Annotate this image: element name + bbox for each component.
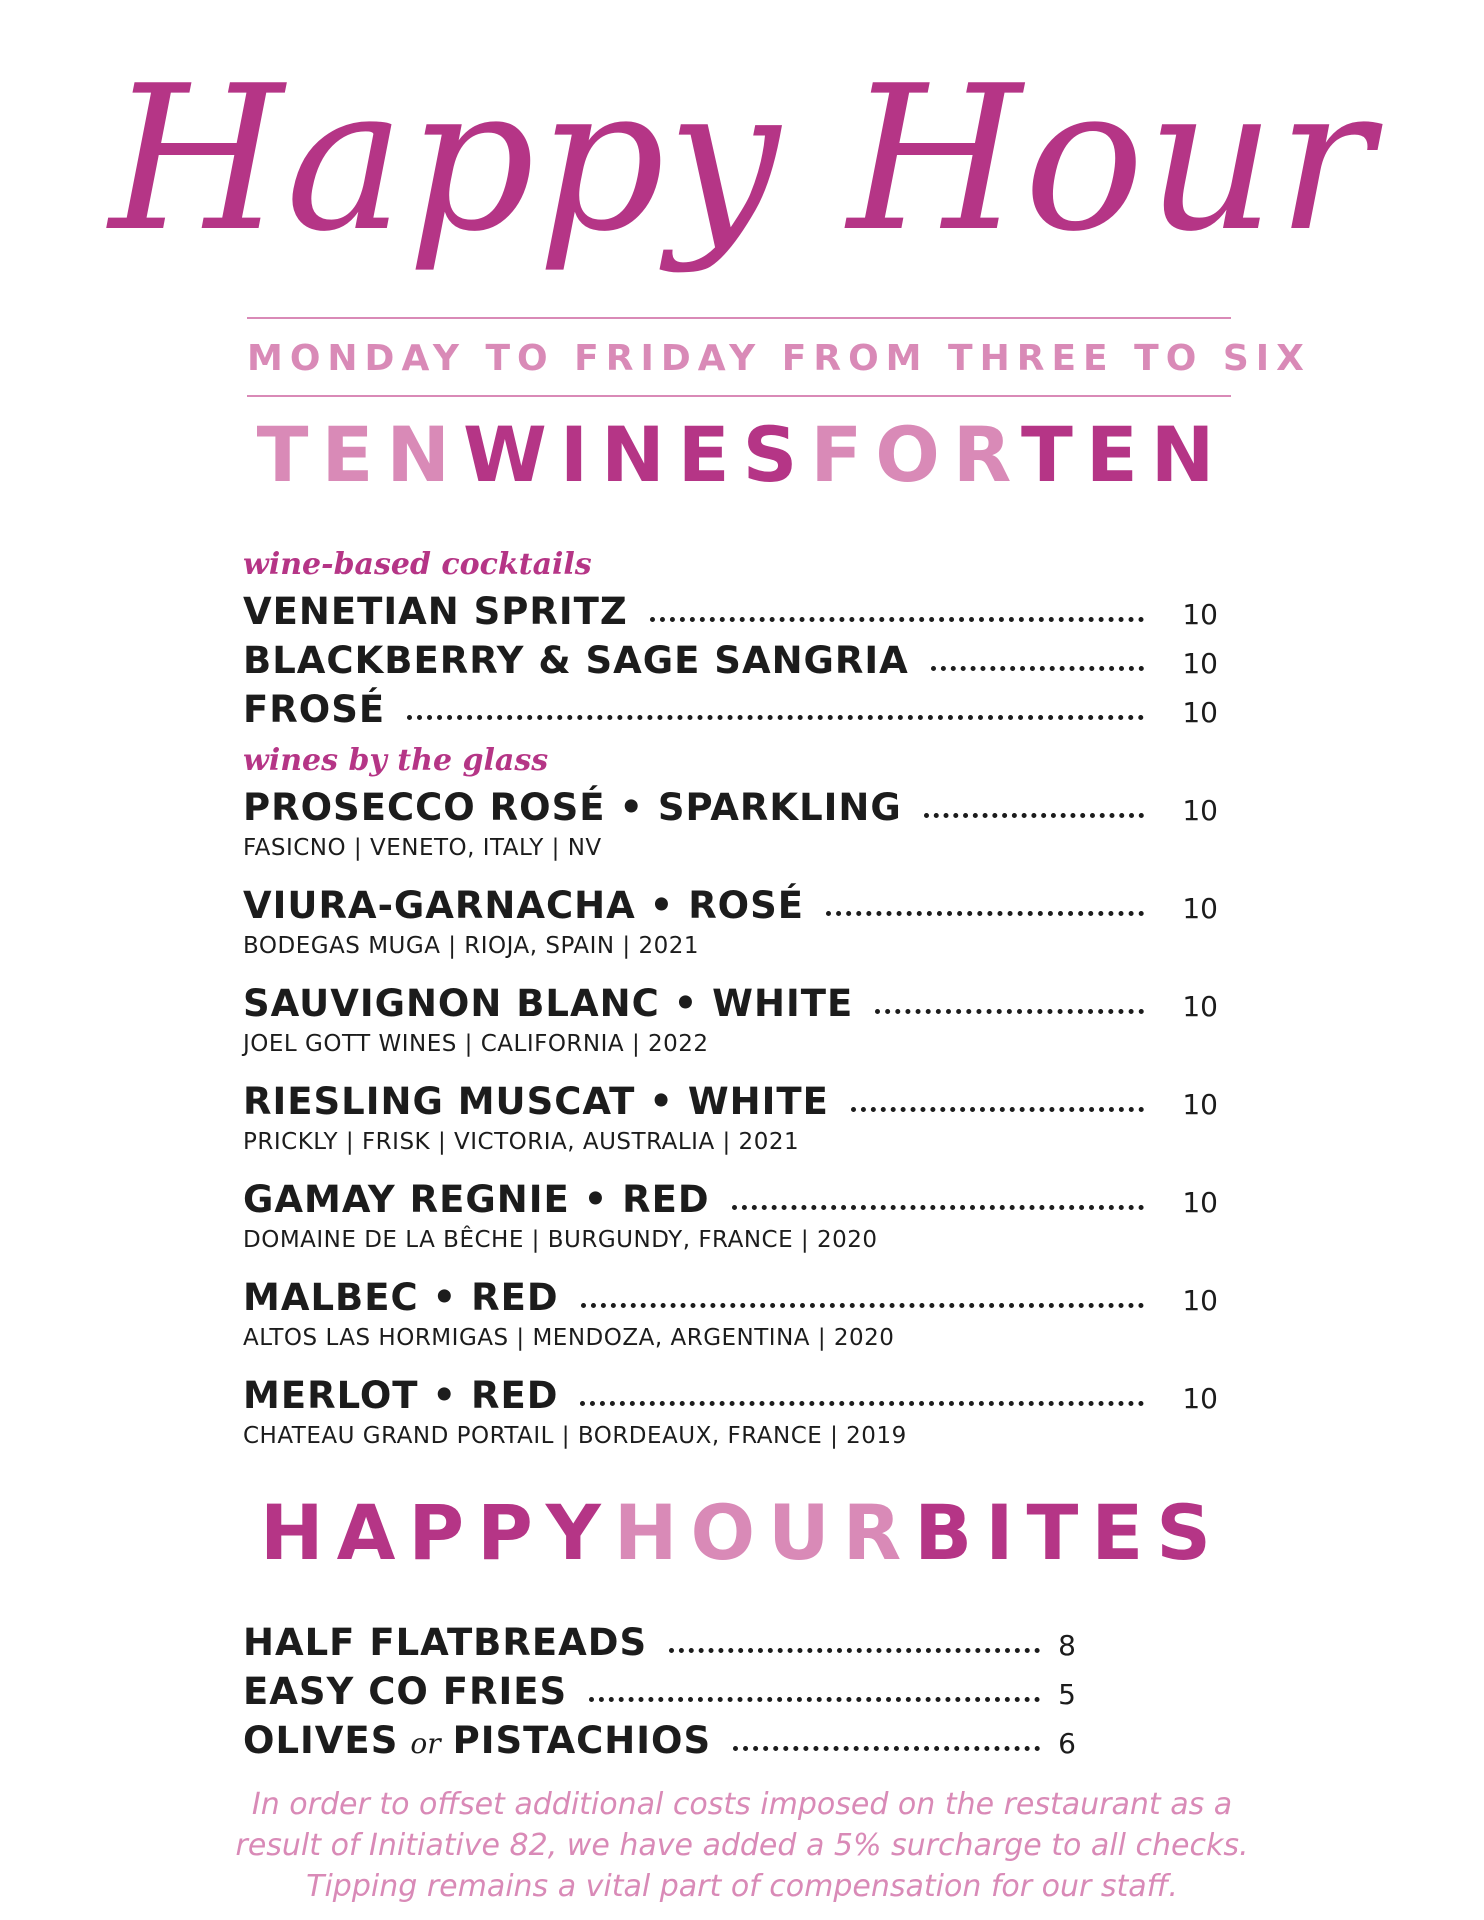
item-price: 5 bbox=[1058, 1678, 1076, 1711]
item-price: 6 bbox=[1058, 1727, 1076, 1760]
dot-leader bbox=[669, 1648, 1040, 1653]
surcharge-note bbox=[0, 1784, 1484, 1907]
item-price: 10 bbox=[1182, 598, 1218, 631]
dot-leader bbox=[875, 1009, 1144, 1014]
dot-leader bbox=[407, 715, 1144, 720]
item-price: 8 bbox=[1058, 1629, 1076, 1662]
item-name: SAUVIGNON BLANC • WHITE bbox=[243, 982, 854, 1025]
menu-item bbox=[243, 786, 1218, 834]
item-name: RIESLING MUSCAT • WHITE bbox=[243, 1080, 829, 1123]
bites-item bbox=[243, 1719, 1076, 1767]
bites-banner bbox=[0, 1488, 1484, 1578]
dot-leader bbox=[931, 666, 1144, 671]
bites-banner-part1: HAPPY bbox=[259, 1488, 614, 1577]
item-name: HALF FLATBREADS bbox=[243, 1621, 648, 1664]
item-name: FROSÉ bbox=[243, 688, 386, 731]
menu-item bbox=[243, 1276, 1218, 1324]
menu-item bbox=[243, 884, 1218, 932]
menu-item bbox=[243, 1080, 1218, 1128]
item-price: 10 bbox=[1182, 647, 1218, 680]
menu-title: Happy Hour bbox=[109, 43, 1375, 276]
dot-leader bbox=[650, 617, 1144, 622]
item-detail: CHATEAU GRAND PORTAIL | BORDEAUX, FRANCE | 2019 bbox=[243, 1423, 907, 1449]
bites-banner-part3: BITES bbox=[914, 1488, 1224, 1577]
wines-heading: wines by the glass bbox=[243, 743, 549, 778]
dot-leader bbox=[581, 1303, 1144, 1308]
note-line: In order to offset additional costs imposed on the restaurant as a bbox=[251, 1787, 1233, 1822]
top-divider bbox=[247, 317, 1231, 319]
item-price: 10 bbox=[1182, 892, 1218, 925]
item-name: VENETIAN SPRITZ bbox=[243, 590, 628, 633]
menu-item bbox=[243, 1374, 1218, 1422]
item-price: 10 bbox=[1182, 794, 1218, 827]
item-detail: ALTOS LAS HORMIGAS | MENDOZA, ARGENTINA | 2020 bbox=[243, 1325, 895, 1351]
dot-leader bbox=[851, 1107, 1144, 1112]
cocktails-heading: wine-based cocktails bbox=[243, 547, 592, 582]
item-name: MALBEC • RED bbox=[243, 1276, 559, 1319]
wines-banner-part4: TEN bbox=[1021, 410, 1228, 499]
menu-item bbox=[243, 982, 1218, 1030]
item-price: 10 bbox=[1182, 1186, 1218, 1219]
dot-leader bbox=[589, 1697, 1040, 1702]
bites-item bbox=[243, 1621, 1076, 1669]
item-connector: or bbox=[410, 1727, 441, 1760]
bites-item bbox=[243, 1670, 1076, 1718]
note-line: Tipping remains a vital part of compensation for our staff. bbox=[306, 1869, 1178, 1904]
item-price: 10 bbox=[1182, 1088, 1218, 1121]
item-detail: BODEGAS MUGA | RIOJA, SPAIN | 2021 bbox=[243, 933, 700, 959]
item-name-alt: PISTACHIOS bbox=[452, 1719, 712, 1762]
wines-banner bbox=[0, 410, 1484, 500]
item-detail: FASICNO | VENETO, ITALY | NV bbox=[243, 835, 602, 861]
item-name: MERLOT • RED bbox=[243, 1374, 559, 1417]
bottom-divider bbox=[247, 395, 1231, 397]
item-name: OLIVES bbox=[243, 1719, 399, 1762]
item-price: 10 bbox=[1182, 1382, 1218, 1415]
dot-leader bbox=[732, 1205, 1144, 1210]
item-name: BLACKBERRY & SAGE SANGRIA bbox=[243, 639, 909, 682]
item-price: 10 bbox=[1182, 990, 1218, 1023]
menu-item bbox=[243, 639, 1218, 687]
item-price: 10 bbox=[1182, 1284, 1218, 1317]
menu-item bbox=[243, 590, 1218, 638]
schedule-subtitle: MONDAY TO FRIDAY FROM THREE TO SIX bbox=[247, 338, 1311, 379]
dot-leader bbox=[826, 911, 1144, 916]
wines-banner-part2: WINES bbox=[462, 410, 811, 499]
dot-leader bbox=[580, 1401, 1144, 1406]
item-detail: JOEL GOTT WINES | CALIFORNIA | 2022 bbox=[243, 1031, 709, 1057]
wines-banner-part1: TEN bbox=[256, 410, 463, 499]
dot-leader bbox=[733, 1746, 1040, 1751]
wines-banner-part3: FOR bbox=[810, 410, 1021, 499]
item-detail: DOMAINE DE LA BÊCHE | BURGUNDY, FRANCE | 2020 bbox=[243, 1227, 878, 1253]
item-name: GAMAY REGNIE • RED bbox=[243, 1178, 710, 1221]
note-line: result of Initiative 82, we have added a 5% surcharge to all checks. bbox=[235, 1828, 1249, 1863]
bites-banner-part2: HOUR bbox=[613, 1488, 915, 1577]
item-price: 10 bbox=[1182, 696, 1218, 729]
item-name: VIURA-GARNACHA • ROSÉ bbox=[243, 884, 805, 927]
item-name: PROSECCO ROSÉ • SPARKLING bbox=[243, 786, 902, 829]
dot-leader bbox=[924, 813, 1144, 818]
menu-item bbox=[243, 1178, 1218, 1226]
item-name: EASY CO FRIES bbox=[243, 1670, 568, 1713]
menu-item bbox=[243, 688, 1218, 736]
item-detail: PRICKLY | FRISK | VICTORIA, AUSTRALIA | 2021 bbox=[243, 1129, 800, 1155]
